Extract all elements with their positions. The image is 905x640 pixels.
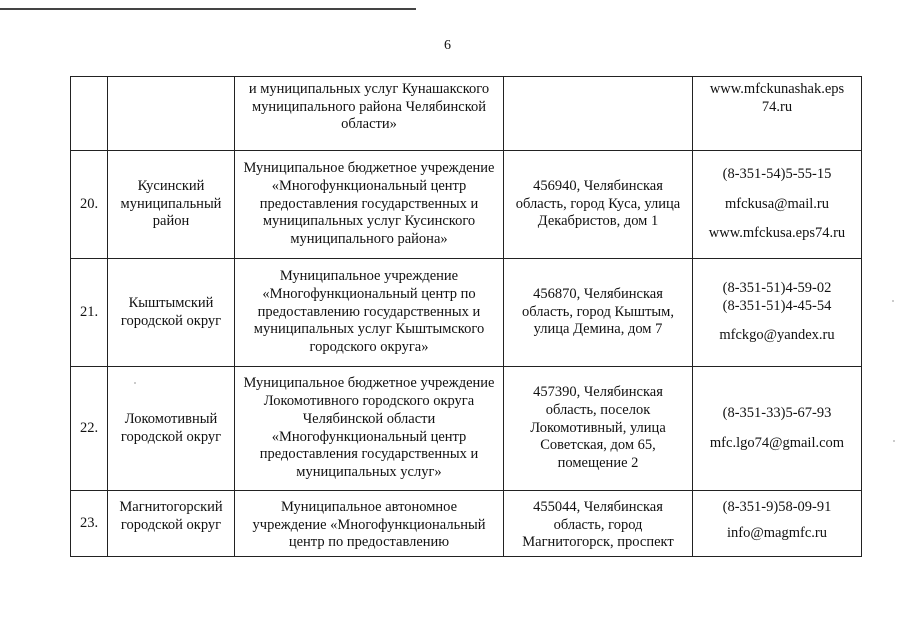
address-line: область, город Кыштым, (522, 303, 674, 320)
scan-speck (892, 300, 894, 302)
organization-line: и муниципальных услуг Кунашакского (248, 81, 490, 97)
municipality-cell (108, 259, 235, 367)
table-row (71, 151, 862, 259)
row-number: 21. (79, 303, 99, 320)
address-line: 456870, Челябинская (533, 285, 663, 302)
scan-speck (134, 382, 136, 384)
organization-cell (235, 491, 504, 557)
address-line: область, поселок (545, 401, 651, 418)
address-line: помещение 2 (557, 455, 639, 472)
organization-line: Муниципальное бюджетное учреждение (243, 375, 495, 392)
organization-line: учреждение «Многофункциональный (252, 516, 486, 533)
organization-line: предоставления государственных и (259, 446, 479, 463)
website-line: www.mfckunashak.eps (709, 81, 845, 97)
address-cell (504, 77, 693, 151)
organization-line: «Многофункциональный центр (271, 428, 467, 445)
contact-gap (697, 423, 857, 435)
address-line: Локомотивный, улица (530, 419, 666, 436)
mfc-registry-table (70, 76, 862, 557)
address-line: 456940, Челябинская (533, 177, 663, 194)
address-line: улица Демина, дом 7 (533, 321, 663, 338)
municipality-line: городской округ (120, 428, 222, 445)
organization-line: предоставлению государственных и (257, 303, 481, 320)
organization-line: муниципального района» (290, 231, 448, 248)
municipality-line: район (152, 213, 190, 230)
municipality-line: Локомотивный (124, 410, 218, 427)
municipality-cell (108, 491, 235, 557)
email-line: info@magmfc.ru (727, 524, 827, 541)
municipality-cell (108, 151, 235, 259)
organization-line: Челябинской области (302, 410, 436, 427)
municipality-line: городской округ (120, 312, 222, 329)
organization-cell (235, 367, 504, 491)
contact-gap (697, 517, 857, 525)
address-line: Магнитогорск, проспект (522, 534, 674, 551)
row-number-cell (71, 151, 108, 259)
phone-line: (8-351-51)4-59-02 (722, 279, 832, 296)
email-line: mfc.lgo74@gmail.com (709, 434, 845, 451)
table-row (71, 491, 862, 557)
table-row (71, 77, 862, 151)
phone-line: (8-351-33)5-67-93 (722, 404, 832, 421)
municipality-cell (108, 367, 235, 491)
phone-line: (8-351-9)58-09-91 (722, 499, 832, 515)
contact-gap (697, 184, 857, 196)
contacts-cell (693, 151, 862, 259)
row-number: 22. (79, 419, 99, 436)
website-line: 74.ru (761, 98, 793, 115)
municipality-line: Магнитогорский (119, 499, 223, 515)
email-line: mfckusa@mail.ru (725, 195, 829, 212)
organization-line: предоставления государственных и (259, 195, 479, 212)
row-number-cell (71, 491, 108, 557)
page-number: 6 (444, 38, 451, 53)
organization-line: муниципальных услуг Кусинского (262, 213, 476, 230)
email-line: mfckgo@yandex.ru (719, 327, 835, 344)
organization-line: «Многофункциональный центр (271, 177, 467, 194)
organization-cell (235, 77, 504, 151)
address-line: 455044, Челябинская (533, 499, 663, 515)
organization-line: городского округа» (309, 339, 429, 356)
contacts-cell (693, 491, 862, 557)
contact-gap (697, 315, 857, 327)
municipality-cell (108, 77, 235, 151)
address-cell (504, 367, 693, 491)
organization-cell (235, 151, 504, 259)
organization-line: муниципального района Челябинской (251, 98, 487, 115)
organization-line: «Многофункциональный центр по (262, 285, 476, 302)
organization-line: муниципальных услуг Кыштымского (253, 321, 485, 338)
organization-line: Локомотивного городского округа (263, 393, 475, 410)
website-line: www.mfckusa.eps74.ru (708, 225, 846, 242)
address-line: область, город (553, 516, 643, 533)
organization-line: Муниципальное бюджетное учреждение (243, 160, 495, 177)
phone-line: (8-351-51)4-45-54 (722, 297, 832, 314)
address-cell (504, 151, 693, 259)
address-line: Декабристов, дом 1 (537, 213, 659, 230)
contacts-cell (693, 77, 862, 151)
municipality-line: Кыштымский (128, 294, 214, 311)
address-line: 457390, Челябинская (533, 384, 663, 401)
municipality-line: городской округ (120, 516, 222, 533)
contact-gap (697, 213, 857, 225)
municipality-line: муниципальный (120, 195, 222, 212)
organization-line: Муниципальное автономное (280, 499, 458, 515)
contacts-cell (693, 259, 862, 367)
table-row (71, 259, 862, 367)
organization-line: центр по предоставлению (288, 534, 450, 551)
address-line: область, город Куса, улица (515, 195, 681, 212)
address-cell (504, 491, 693, 557)
municipality-line: Кусинский (137, 177, 205, 194)
organization-line: муниципальных услуг» (296, 463, 442, 480)
row-number: 20. (79, 195, 99, 212)
address-cell (504, 259, 693, 367)
scan-speck (893, 440, 895, 442)
organization-line: области» (341, 116, 397, 133)
address-line: Советская, дом 65, (540, 437, 656, 454)
phone-line: (8-351-54)5-55-15 (722, 165, 832, 182)
row-number-cell (71, 367, 108, 491)
contacts-cell (693, 367, 862, 491)
table-body (71, 77, 862, 557)
top-rule (0, 8, 416, 10)
table-row (71, 367, 862, 491)
row-number-cell (71, 259, 108, 367)
organization-line: Муниципальное учреждение (279, 268, 459, 285)
organization-cell (235, 259, 504, 367)
row-number: 23. (79, 514, 99, 531)
row-number-cell (71, 77, 108, 151)
